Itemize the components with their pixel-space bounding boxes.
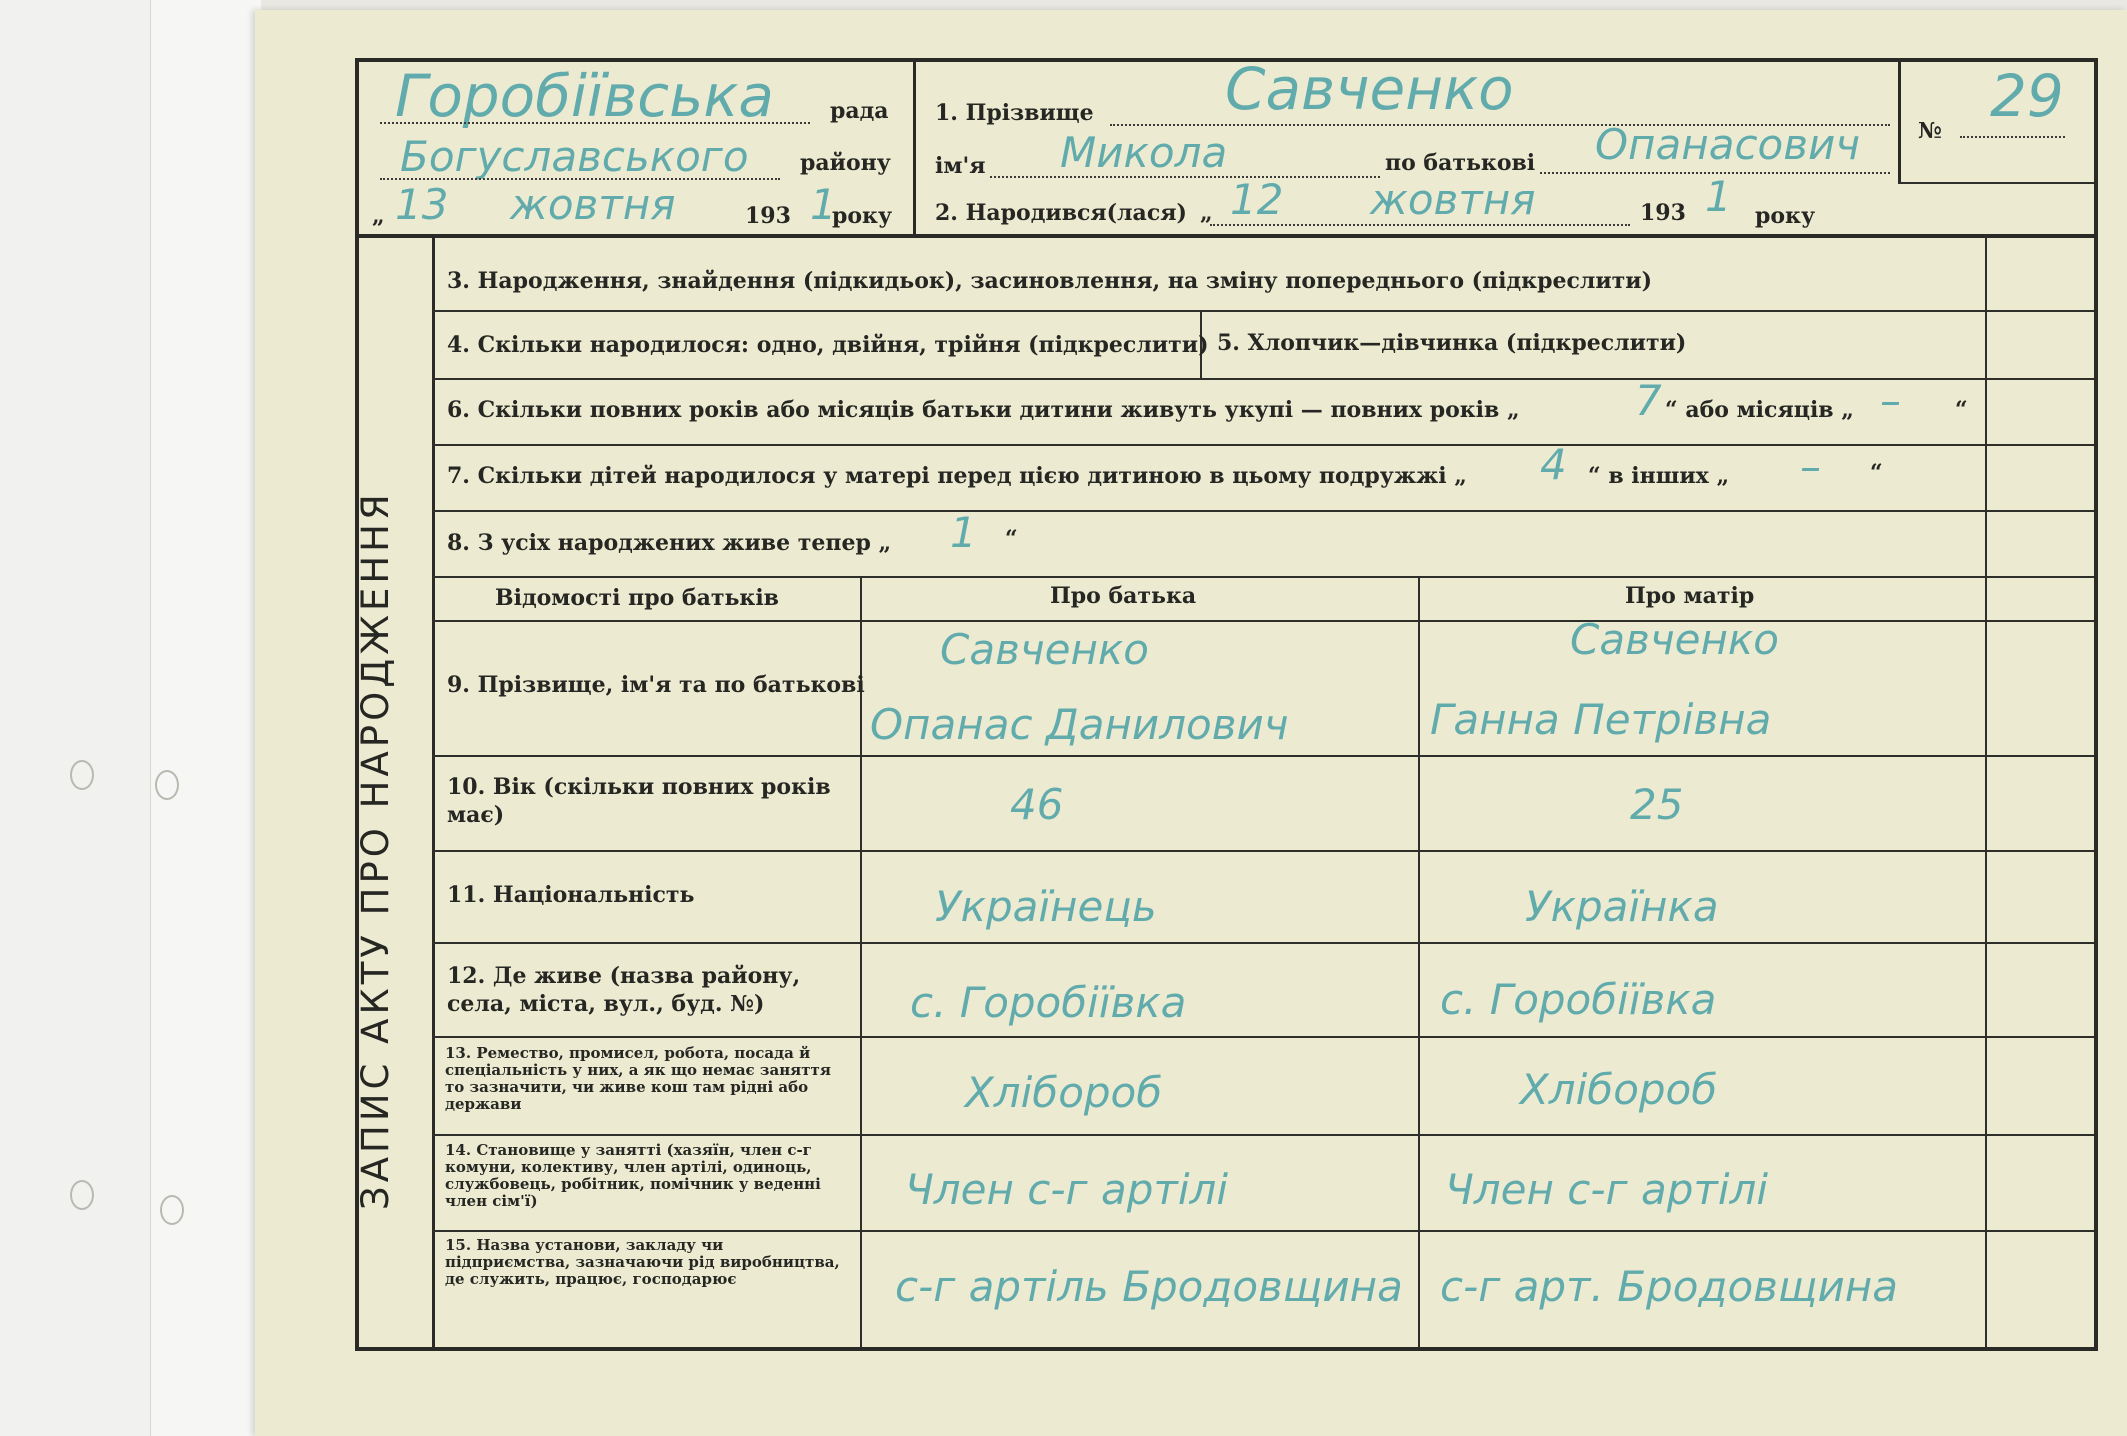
header-bottom-line	[355, 234, 2094, 238]
table-head-line	[432, 620, 2094, 622]
right-margin-line	[1985, 234, 1987, 1347]
punch-hole	[70, 1180, 94, 1210]
birth-dots	[1210, 224, 1630, 226]
row14-label: 14. Становище у занятті (хазяїн, член с-г комуни, колективу, член артілі, одиноць, службовець, робітник, помічник у веденні член сім'ї)	[445, 1141, 821, 1210]
row15-label: 15. Назва установи, закладу чи підприємства, зазначаючи рід виробництва, де служить, працює, господарює	[445, 1236, 840, 1288]
q5-text: 5. Хлопчик—дівчинка (підкреслити)	[1217, 330, 1687, 356]
birth-year-prefix: 193	[1640, 200, 1686, 226]
father-surname: Савченко	[940, 625, 1149, 674]
mother-name: Ганна Петрівна	[1430, 695, 1772, 744]
header-divider	[913, 58, 916, 234]
surname-value: Савченко	[1225, 55, 1514, 123]
father-workplace: с-г артіль Бродовщина	[895, 1262, 1403, 1311]
table-row-line	[432, 755, 2094, 757]
q7-other-label: “ в інших „	[1588, 463, 1730, 489]
q7-text: 7. Скільки дітей народилося у матері перед цією дитиною в цьому подружжі „	[447, 463, 1467, 489]
q3-text: 3. Народження, знайдення (підкидьок), засиновлення, на зміну попереднього (підкреслити)	[447, 268, 1653, 294]
birth-month: жовтня	[1370, 175, 1536, 224]
row13-label: 13. Ремество, промисел, робота, посада й спеціальність у них, а як що немає заняття то зазначити, чи живе кош там рідні або держави	[445, 1044, 831, 1113]
mother-residence: с. Горобіївка	[1440, 975, 1717, 1024]
number-dots	[1960, 136, 2065, 138]
date-year-prefix: 193	[745, 203, 791, 229]
q7-value: 4	[1540, 440, 1567, 489]
birth-suffix: року	[1755, 203, 1816, 229]
table-row-line	[432, 1134, 2094, 1136]
mother-workplace: с-г арт. Бродовщина	[1440, 1262, 1898, 1311]
q6-close: “	[1955, 397, 1968, 423]
q4-text: 4. Скільки народилося: одно, двійня, трійня (підкреслити)	[447, 332, 1209, 358]
q2-label: 2. Народився(лася)	[935, 200, 1187, 226]
table-row-line	[432, 1230, 2094, 1232]
row10-label: 10. Вік (скільки повних років має)	[447, 774, 831, 828]
birth-open-quote: „	[1200, 200, 1213, 226]
first-name-value: Микола	[1060, 128, 1228, 177]
mother-status: Член с-г артілі	[1445, 1165, 1768, 1214]
row9-label: 9. Прізвище, ім'я та по батькові	[447, 672, 865, 698]
father-age: 46	[1010, 780, 1064, 829]
birth-year-digit: 1	[1705, 172, 1732, 221]
date-year-digit: 1	[810, 180, 837, 229]
father-occupation: Хлібороб	[965, 1068, 1163, 1117]
rayon-value: Богуславського	[400, 132, 749, 181]
father-status: Член с-г артілі	[905, 1165, 1228, 1214]
mother-age: 25	[1630, 780, 1684, 829]
row-line	[432, 310, 2094, 312]
q8-close: “	[1005, 526, 1018, 552]
table-row-line	[432, 850, 2094, 852]
mother-surname: Савченко	[1570, 615, 1779, 664]
rada-value: Горобіївська	[395, 62, 774, 130]
row12-label: 12. Де живе (назва району, села, міста, вул., буд. №)	[447, 963, 801, 1017]
rada-dots	[380, 122, 810, 124]
mother-nationality: Українка	[1525, 882, 1719, 931]
row-line	[432, 576, 2094, 578]
date-month: жовтня	[510, 180, 676, 229]
mother-occupation: Хлібороб	[1520, 1065, 1718, 1114]
name-label: ім'я	[935, 153, 986, 179]
q1-label: 1. Прізвище	[935, 100, 1094, 126]
number-box-bottom	[1898, 182, 2094, 184]
date-suffix: року	[832, 203, 893, 229]
punch-hole	[160, 1195, 184, 1225]
q6-months: –	[1880, 376, 1901, 425]
rayon-label: району	[800, 150, 891, 176]
q6-text: 6. Скільки повних років або місяців батьки дитини живуть укупі — повних років „	[447, 397, 1520, 423]
punch-hole	[70, 760, 94, 790]
birth-day: 12	[1230, 175, 1284, 224]
patronymic-label: по батькові	[1385, 150, 1536, 176]
vertical-title: ЗАПИС АКТУ ПРО НАРОДЖЕННЯ	[354, 490, 397, 1210]
row-line	[432, 444, 2094, 446]
table-row-line	[432, 942, 2094, 944]
table-head-mother: Про матір	[1625, 583, 1755, 609]
row-line	[432, 510, 2094, 512]
q8-text: 8. З усіх народжених живе тепер „	[447, 530, 892, 556]
row-line	[432, 378, 2094, 380]
q8-value: 1	[950, 508, 977, 557]
q7-close: “	[1870, 460, 1883, 486]
number-label: №	[1918, 118, 1942, 144]
patronymic-value: Опанасович	[1595, 120, 1861, 169]
table-head-father: Про батька	[1050, 583, 1197, 609]
father-name: Опанас Данилович	[870, 700, 1289, 749]
date-day: 13	[395, 180, 449, 229]
rada-label: рада	[830, 98, 889, 124]
father-residence: с. Горобіївка	[910, 978, 1187, 1027]
table-head-info: Відомості про батьків	[495, 585, 779, 611]
number-box-divider	[1898, 58, 1901, 182]
q6-months-label: “ або місяців „	[1665, 397, 1854, 423]
table-row-line	[432, 1036, 2094, 1038]
row11-label: 11. Національність	[447, 882, 695, 908]
q7-other: –	[1800, 442, 1821, 491]
title-column-divider	[432, 234, 435, 1347]
punch-hole	[155, 770, 179, 800]
q6-years: 7	[1635, 376, 1662, 425]
date-open-quote: „	[372, 203, 385, 229]
father-nationality: Українець	[935, 882, 1157, 931]
number-value: 29	[1990, 62, 2064, 130]
